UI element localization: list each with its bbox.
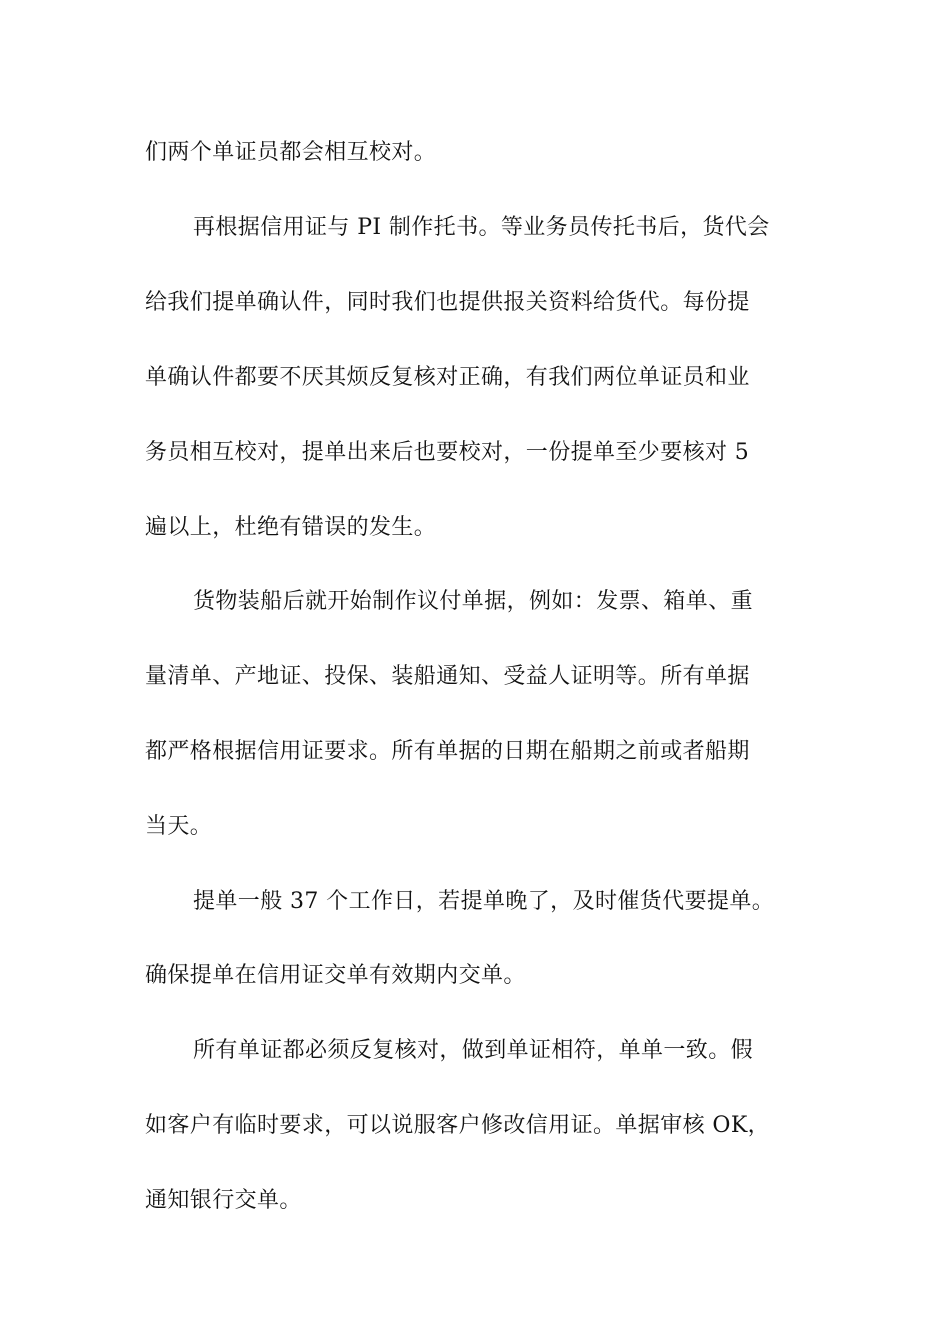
text-line: 们两个单证员都会相互校对。 (145, 140, 437, 165)
text-line: 遍以上，杜绝有错误的发生。 (145, 515, 437, 540)
text-line: 如客户有临时要求，可以说服客户修改信用证。单据审核 OK， (145, 1113, 771, 1138)
text-line: 单确认件都要不厌其烦反复核对正确，有我们两位单证员和业 (145, 365, 750, 390)
text-line: 量清单、产地证、投保、装船通知、受益人证明等。所有单据 (145, 664, 750, 689)
text-line: 给我们提单确认件，同时我们也提供报关资料给货代。每份提 (145, 290, 750, 315)
paragraph-first-line: 所有单证都必须反复核对，做到单证相符，单单一致。假 (193, 1038, 754, 1063)
paragraph-first-line: 货物装船后就开始制作议付单据，例如：发票、箱单、重 (193, 589, 754, 614)
paragraph-first-line: 再根据信用证与 PI 制作托书。等业务员传托书后，货代会 (193, 215, 770, 240)
text-line: 当天。 (145, 814, 213, 839)
text-line: 务员相互校对，提单出来后也要校对，一份提单至少要核对 5 (145, 440, 750, 465)
text-line: 确保提单在信用证交单有效期内交单。 (145, 963, 526, 988)
text-line: 通知银行交单。 (145, 1188, 302, 1213)
paragraph-first-line: 提单一般 37 个工作日，若提单晚了，及时催货代要提单。 (193, 889, 775, 914)
text-line: 都严格根据信用证要求。所有单据的日期在船期之前或者船期 (145, 739, 750, 764)
